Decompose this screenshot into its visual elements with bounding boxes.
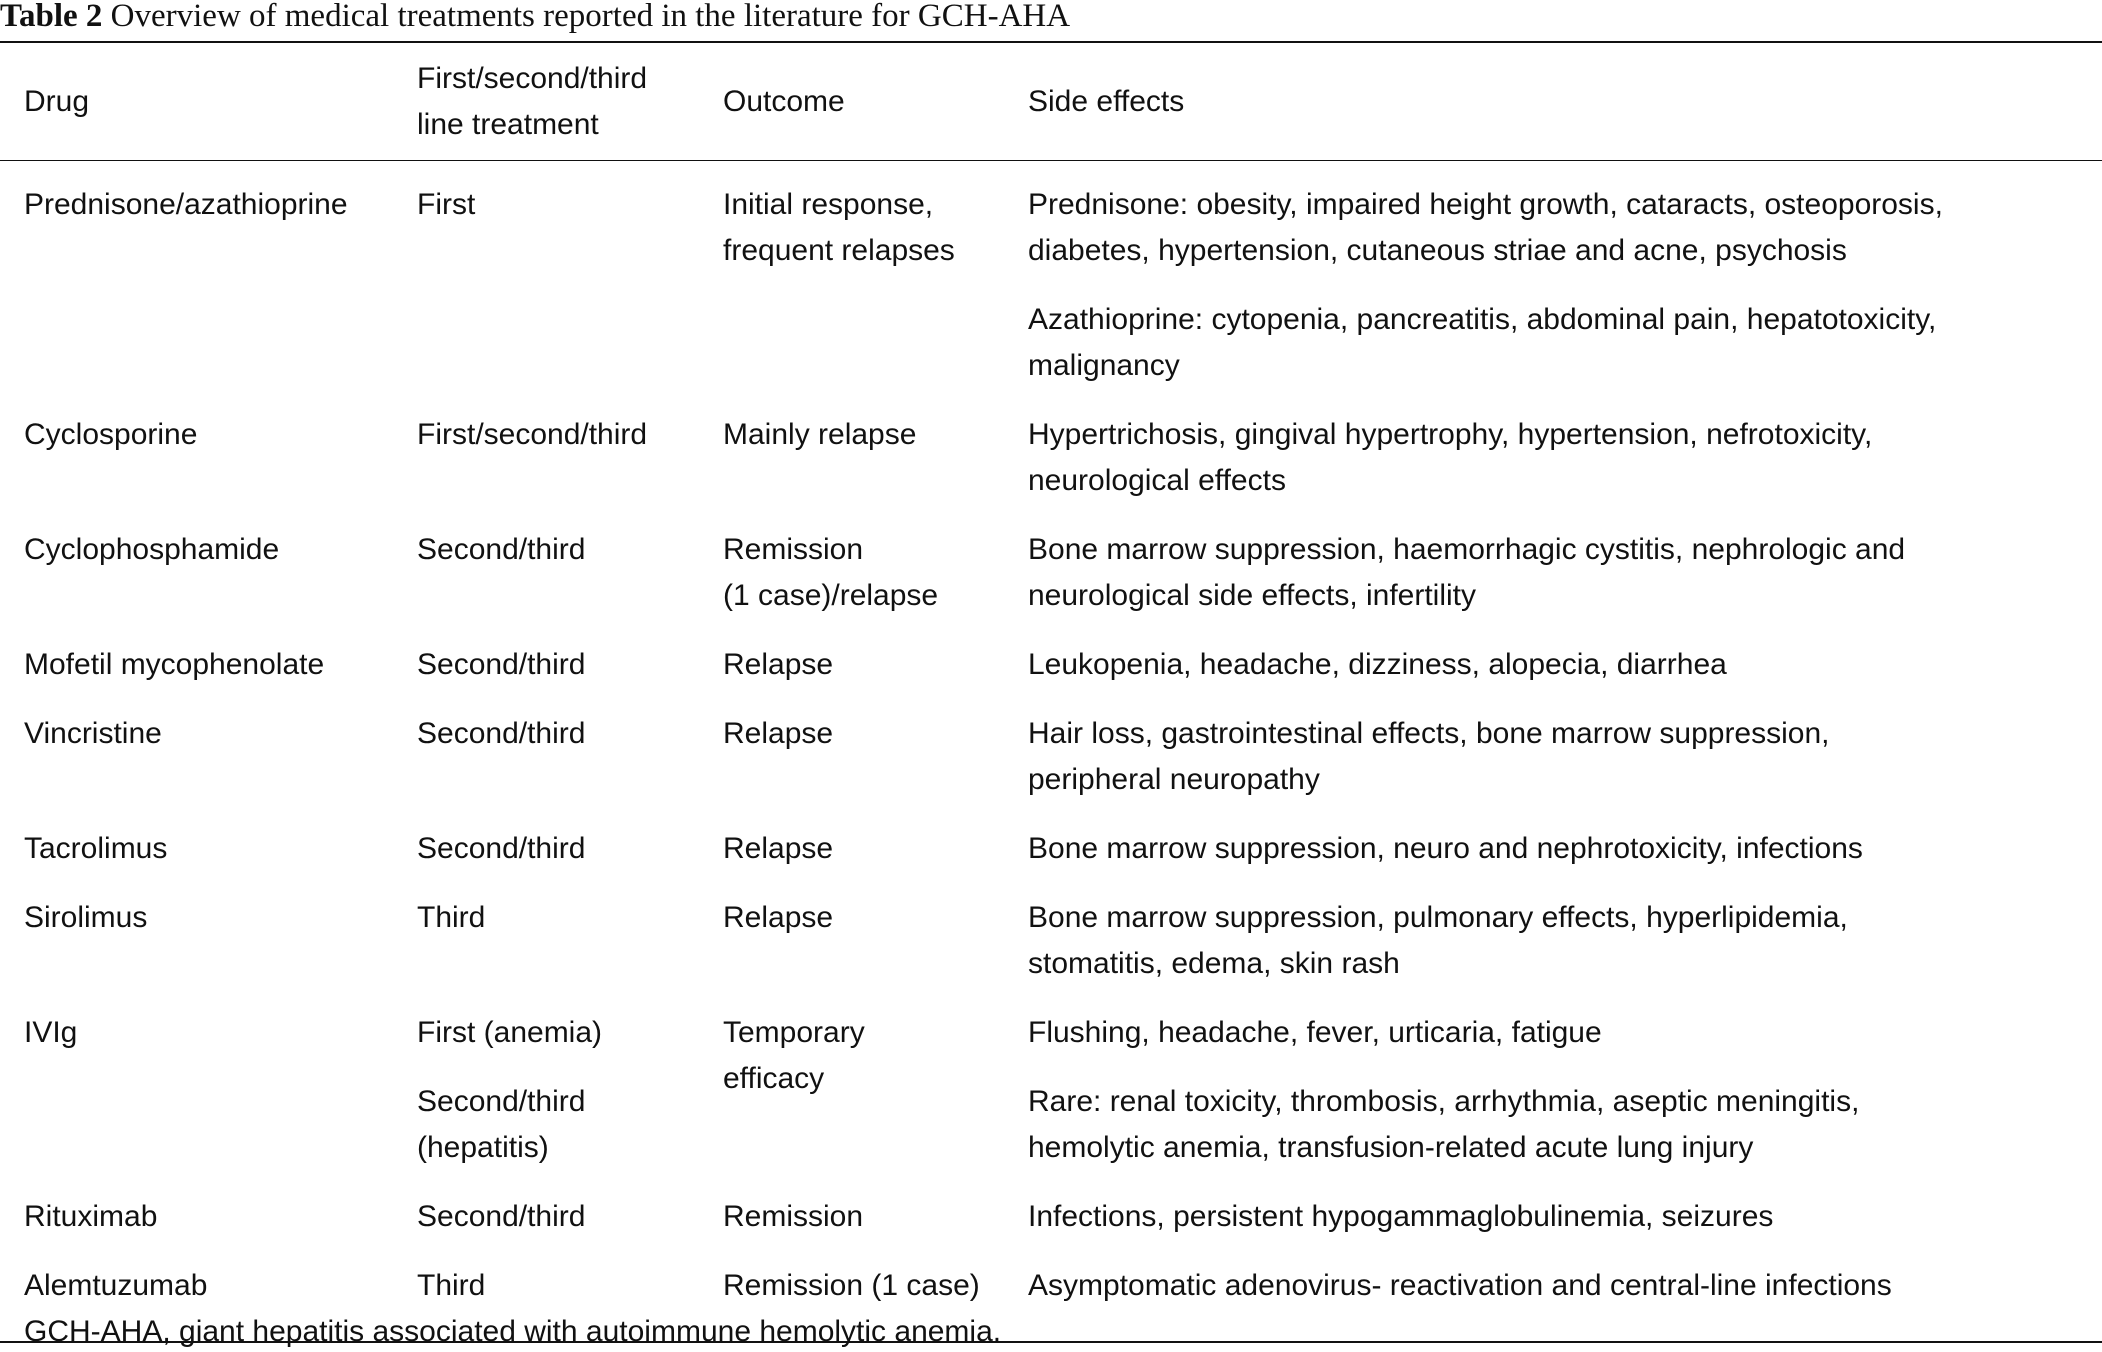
outcome-text: Relapse: [723, 717, 834, 750]
cell-drug: [0, 895, 393, 987]
header-line-treatment-line2: line treatment: [417, 107, 599, 141]
drug-name: Mofetil mycophenolate: [24, 648, 325, 681]
side-effects-text: peripheral neuropathy: [1028, 763, 1320, 796]
cell-outcome: [699, 1194, 1004, 1240]
line-treatment-block: [417, 1079, 699, 1171]
outcome-text: Relapse: [723, 901, 834, 934]
cell-outcome: [699, 826, 1004, 872]
side-effects-block: [1028, 182, 2102, 274]
cell-side-effects: [1004, 527, 2102, 619]
cell-drug: [0, 711, 393, 803]
side-effects-block: [1028, 1194, 2102, 1240]
cell-side-effects: [1004, 711, 2102, 803]
cell-line-treatment: [393, 895, 699, 987]
cell-outcome: [699, 412, 1004, 504]
cell-drug: [0, 826, 393, 872]
line-treatment-text: First/second/third: [417, 418, 648, 451]
line-treatment-text: First (anemia): [417, 1016, 603, 1049]
cell-drug: [0, 1194, 393, 1240]
line-treatment-text: Third: [417, 901, 486, 934]
side-effects-block: [1028, 642, 2102, 688]
table-header-row: [0, 43, 2102, 160]
table-row: [0, 642, 2102, 711]
cell-drug: [0, 412, 393, 504]
side-effects-text: Rare: renal toxicity, thrombosis, arrhythmia, aseptic meningitis,: [1028, 1085, 1860, 1118]
table-row: [0, 1194, 2102, 1263]
table-caption: [0, 0, 1070, 36]
line-treatment-text: Second/third: [417, 1085, 586, 1118]
header-line-treatment-line1: First/second/third: [417, 61, 648, 95]
cell-line-treatment: [393, 1010, 699, 1171]
cell-outcome: [699, 711, 1004, 803]
cell-outcome: [699, 527, 1004, 619]
cell-line-treatment: [393, 182, 699, 389]
drug-name: Cyclosporine: [24, 418, 198, 451]
outcome-text: Mainly relapse: [723, 418, 917, 451]
side-effects-text: Hypertrichosis, gingival hypertrophy, hypertension, nefrotoxicity,: [1028, 418, 1873, 451]
cell-line-treatment: [393, 642, 699, 688]
outcome-text: frequent relapses: [723, 234, 955, 267]
cell-side-effects: [1004, 182, 2102, 389]
drug-name: Prednisone/azathioprine: [24, 188, 348, 221]
drug-name: Sirolimus: [24, 901, 148, 934]
line-treatment-text: Third: [417, 1269, 486, 1302]
cell-side-effects: [1004, 1194, 2102, 1240]
treatment-table: [0, 41, 2102, 1343]
table-row: [0, 412, 2102, 527]
header-outcome: Outcome: [723, 84, 845, 118]
table-body: [0, 161, 2102, 1341]
header-drug: Drug: [24, 84, 90, 118]
table-footnote: GCH-AHA, giant hepatitis associated with autoimmune hemolytic anemia.: [24, 1315, 1002, 1348]
side-effects-text: neurological side effects, infertility: [1028, 579, 1477, 612]
line-treatment-block: [417, 1010, 699, 1056]
side-effects-text: Flushing, headache, fever, urticaria, fatigue: [1028, 1016, 1602, 1049]
header-line-treatment: [393, 56, 699, 148]
outcome-text: Temporary: [723, 1016, 865, 1049]
cell-line-treatment: [393, 412, 699, 504]
cell-drug: [0, 182, 393, 389]
cell-side-effects: [1004, 895, 2102, 987]
cell-side-effects: [1004, 1010, 2102, 1171]
table-row: [0, 527, 2102, 642]
cell-outcome: [699, 1010, 1004, 1171]
header-side-effects: Side effects: [1028, 84, 1185, 118]
side-effects-block: [1028, 711, 2102, 803]
cell-drug: [0, 642, 393, 688]
line-treatment-text: Second/third: [417, 717, 586, 750]
cell-outcome: [699, 1263, 1004, 1309]
side-effects-text: Bone marrow suppression, haemorrhagic cystitis, nephrologic and: [1028, 533, 1906, 566]
side-effects-block: [1028, 1010, 2102, 1056]
line-treatment-text: First: [417, 188, 476, 221]
table-row: [0, 895, 2102, 1010]
side-effects-text: Prednisone: obesity, impaired height growth, cataracts, osteoporosis,: [1028, 188, 1943, 221]
table-row: [0, 826, 2102, 895]
cell-side-effects: [1004, 412, 2102, 504]
cell-side-effects: [1004, 1263, 2102, 1309]
outcome-text: Remission: [723, 1200, 864, 1233]
side-effects-block: [1028, 412, 2102, 504]
side-effects-text: Bone marrow suppression, neuro and nephrotoxicity, infections: [1028, 832, 1863, 865]
line-treatment-text: Second/third: [417, 832, 586, 865]
side-effects-text: hemolytic anemia, transfusion-related acute lung injury: [1028, 1131, 1754, 1164]
cell-drug: [0, 1263, 393, 1309]
side-effects-text: Infections, persistent hypogammaglobulinemia, seizures: [1028, 1200, 1774, 1233]
cell-line-treatment: [393, 1194, 699, 1240]
side-effects-text: Hair loss, gastrointestinal effects, bone marrow suppression,: [1028, 717, 1830, 750]
cell-drug: [0, 527, 393, 619]
cell-outcome: [699, 895, 1004, 987]
table-row: [0, 1010, 2102, 1194]
cell-drug: [0, 1010, 393, 1171]
side-effects-block: [1028, 1263, 2102, 1309]
side-effects-text: Bone marrow suppression, pulmonary effects, hyperlipidemia,: [1028, 901, 1848, 934]
side-effects-block: [1028, 297, 2102, 389]
line-treatment-text: (hepatitis): [417, 1131, 549, 1164]
cell-side-effects: [1004, 826, 2102, 872]
cell-outcome: [699, 642, 1004, 688]
cell-side-effects: [1004, 642, 2102, 688]
outcome-text: (1 case)/relapse: [723, 579, 939, 612]
drug-name: Vincristine: [24, 717, 162, 750]
outcome-text: Initial response,: [723, 188, 934, 221]
drug-name: Rituximab: [24, 1200, 158, 1233]
side-effects-text: diabetes, hypertension, cutaneous striae and acne, psychosis: [1028, 234, 1847, 267]
side-effects-block: [1028, 895, 2102, 987]
line-treatment-text: Second/third: [417, 1200, 586, 1233]
outcome-text: Relapse: [723, 832, 834, 865]
cell-line-treatment: [393, 1263, 699, 1309]
table-label: Table 2: [0, 0, 103, 34]
drug-name: Tacrolimus: [24, 832, 168, 865]
outcome-text: Relapse: [723, 648, 834, 681]
cell-line-treatment: [393, 826, 699, 872]
drug-name: Cyclophosphamide: [24, 533, 280, 566]
side-effects-block: [1028, 1079, 2102, 1171]
table-title: Overview of medical treatments reported in the literature for GCH-AHA: [110, 0, 1071, 34]
table-row: [0, 711, 2102, 826]
cell-outcome: [699, 182, 1004, 389]
cell-line-treatment: [393, 711, 699, 803]
side-effects-text: neurological effects: [1028, 464, 1286, 497]
line-treatment-text: Second/third: [417, 533, 586, 566]
side-effects-text: Asymptomatic adenovirus- reactivation and central-line infections: [1028, 1269, 1892, 1302]
side-effects-block: [1028, 826, 2102, 872]
table-row: [0, 182, 2102, 412]
outcome-text: efficacy: [723, 1062, 825, 1095]
side-effects-text: Azathioprine: cytopenia, pancreatitis, abdominal pain, hepatotoxicity,: [1028, 303, 1937, 336]
drug-name: IVIg: [24, 1016, 78, 1049]
line-treatment-text: Second/third: [417, 648, 586, 681]
side-effects-text: Leukopenia, headache, dizziness, alopecia, diarrhea: [1028, 648, 1727, 681]
cell-line-treatment: [393, 527, 699, 619]
side-effects-text: stomatitis, edema, skin rash: [1028, 947, 1400, 980]
side-effects-block: [1028, 527, 2102, 619]
side-effects-text: malignancy: [1028, 349, 1180, 382]
drug-name: Alemtuzumab: [24, 1269, 208, 1302]
outcome-text: Remission (1 case): [723, 1269, 980, 1302]
outcome-text: Remission: [723, 533, 864, 566]
